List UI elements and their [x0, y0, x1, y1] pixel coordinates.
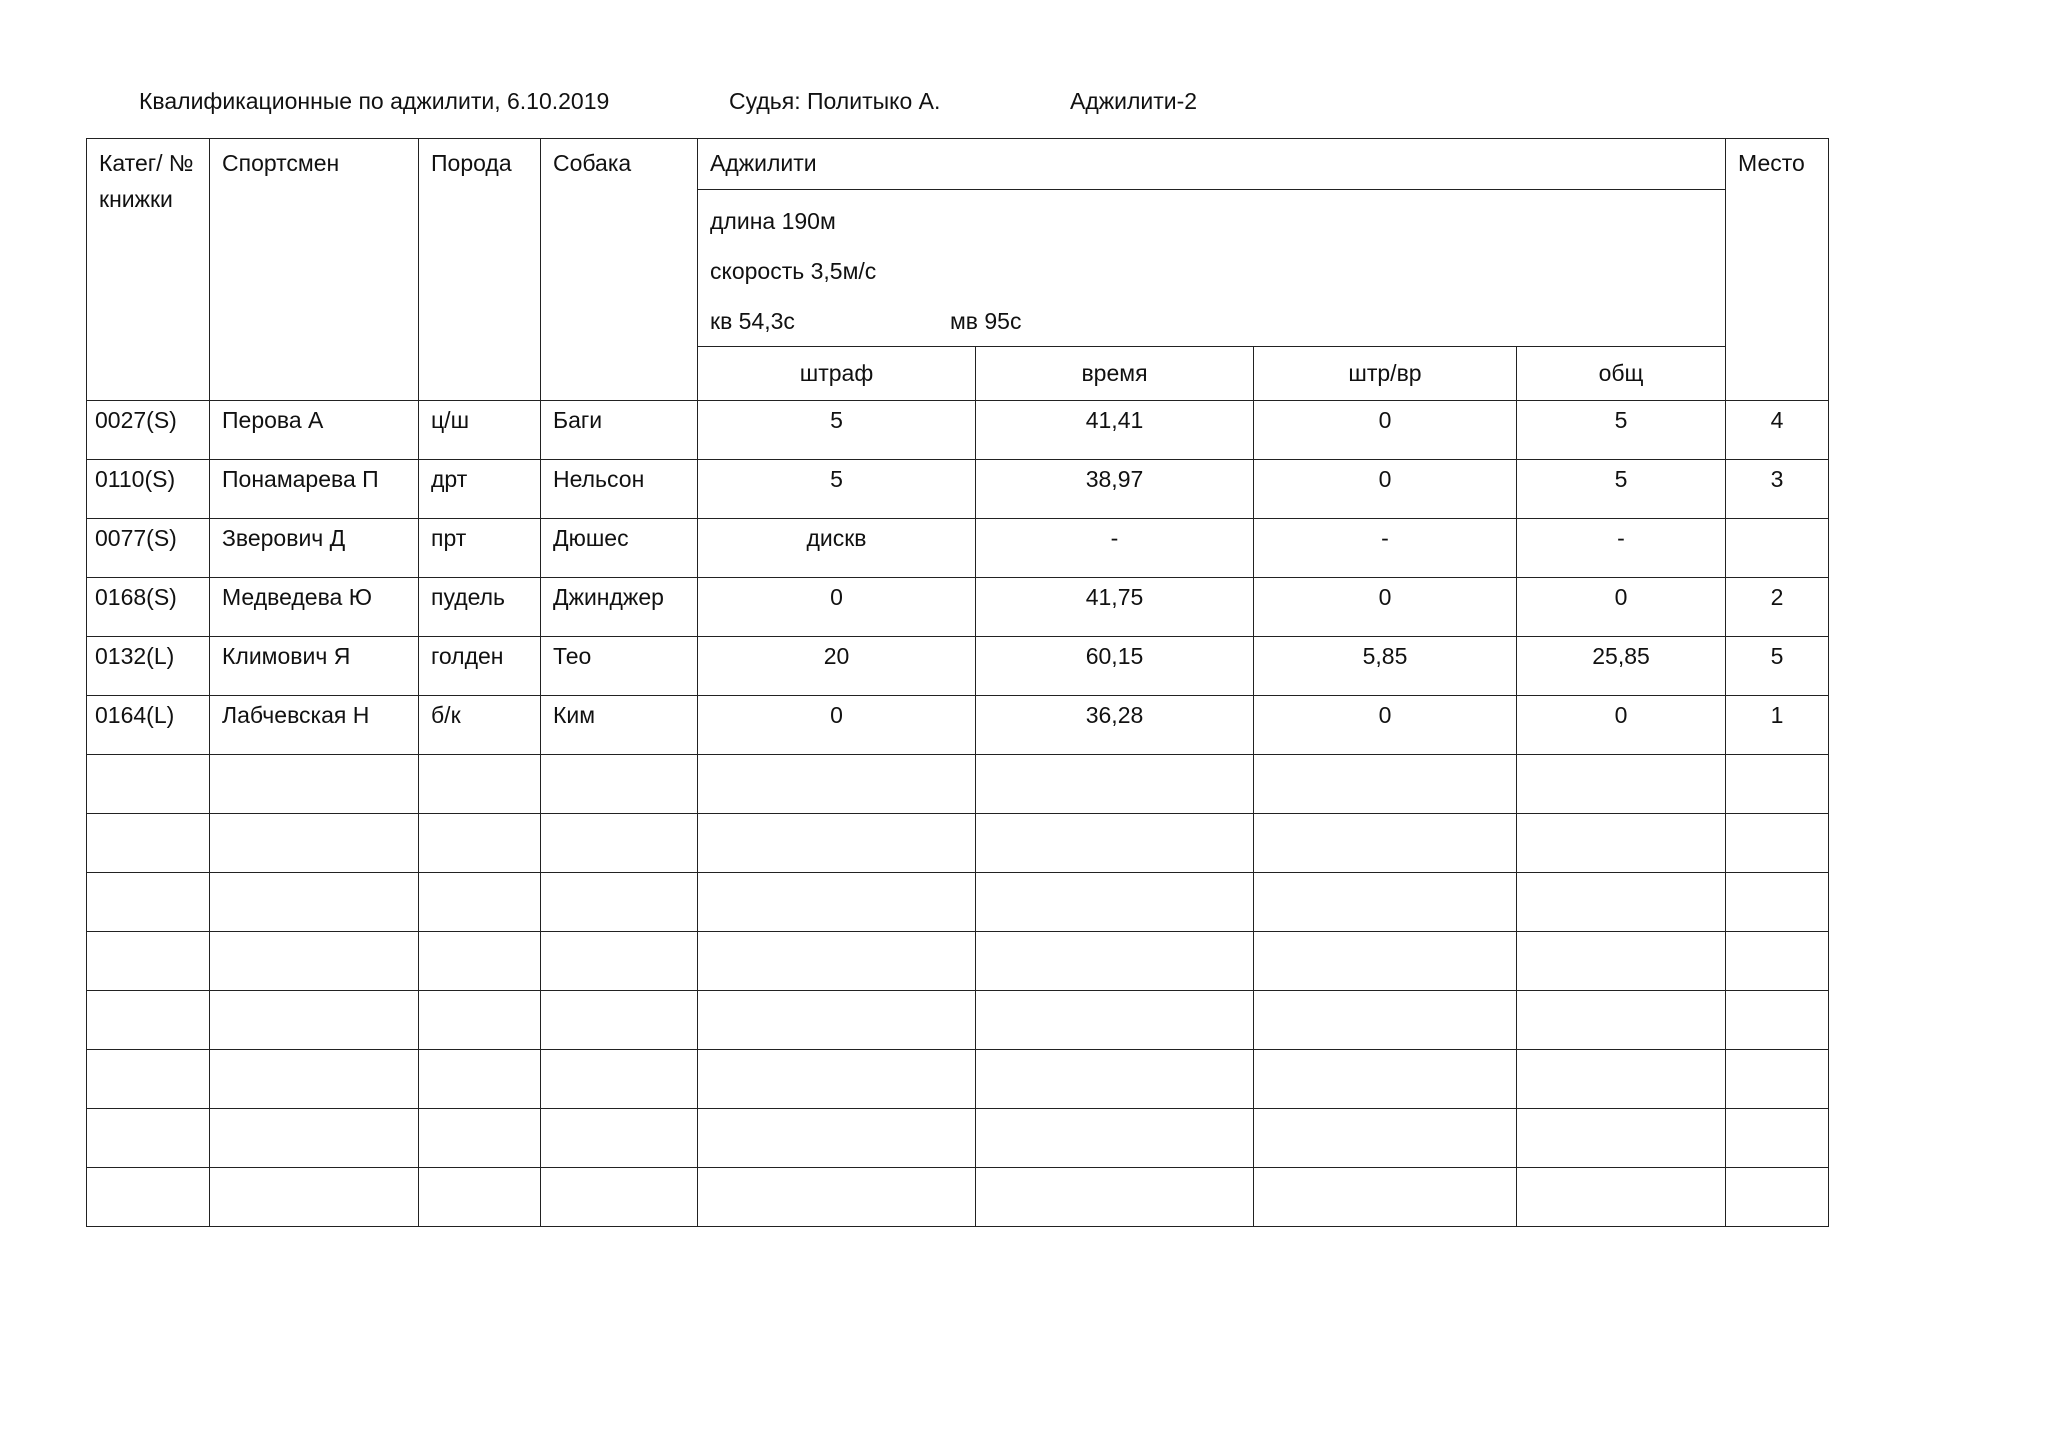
cell-penalty [698, 991, 976, 1050]
col-header-agility: Аджилити [698, 139, 1726, 190]
cell-athlete: Медведева Ю [210, 578, 419, 637]
cell-penalty: 20 [698, 637, 976, 696]
course-speed: скорость 3,5м/с [710, 258, 877, 284]
cell-category [87, 991, 210, 1050]
cell-athlete [210, 1050, 419, 1109]
cell-time [976, 991, 1254, 1050]
cell-breed [419, 1050, 541, 1109]
cell-athlete [210, 814, 419, 873]
cell-category [87, 1109, 210, 1168]
subheader-total: общ [1517, 347, 1726, 401]
cell-place [1726, 873, 1829, 932]
cell-time-penalty [1254, 755, 1517, 814]
cell-total: 0 [1517, 578, 1726, 637]
class-label: Аджилити-2 [1070, 88, 1198, 114]
cell-athlete [210, 873, 419, 932]
cell-category: 0164(L) [87, 696, 210, 755]
cell-penalty [698, 1050, 976, 1109]
cell-breed: голден [419, 637, 541, 696]
cell-category [87, 873, 210, 932]
cell-place: 1 [1726, 696, 1829, 755]
cell-dog: Баги [541, 401, 698, 460]
cell-time [976, 1168, 1254, 1227]
cell-category: 0132(L) [87, 637, 210, 696]
cell-breed [419, 991, 541, 1050]
cell-dog: Тео [541, 637, 698, 696]
table-row [87, 519, 1829, 578]
table-row [87, 1109, 1829, 1168]
results-table [86, 138, 1829, 1227]
cell-athlete: Климович Я [210, 637, 419, 696]
cell-time: 38,97 [976, 460, 1254, 519]
cell-dog: Ким [541, 696, 698, 755]
cell-penalty: 5 [698, 460, 976, 519]
cell-category: 0027(S) [87, 401, 210, 460]
cell-total: 5 [1517, 460, 1726, 519]
cell-athlete: Понамарева П [210, 460, 419, 519]
cell-dog [541, 1050, 698, 1109]
cell-total: - [1517, 519, 1726, 578]
table-row [87, 460, 1829, 519]
cell-athlete [210, 1109, 419, 1168]
cell-total [1517, 1109, 1726, 1168]
table-row [87, 932, 1829, 991]
cell-place [1726, 932, 1829, 991]
cell-category [87, 755, 210, 814]
cell-total [1517, 814, 1726, 873]
cell-penalty: 5 [698, 401, 976, 460]
cell-time-penalty: 0 [1254, 460, 1517, 519]
cell-penalty [698, 932, 976, 991]
cell-time: 41,41 [976, 401, 1254, 460]
table-row [87, 814, 1829, 873]
cell-category [87, 1168, 210, 1227]
cell-place: 3 [1726, 460, 1829, 519]
table-row [87, 696, 1829, 755]
cell-penalty: дискв [698, 519, 976, 578]
cell-time-penalty [1254, 932, 1517, 991]
cell-penalty [698, 1168, 976, 1227]
table-row [87, 755, 1829, 814]
cell-athlete [210, 932, 419, 991]
cell-dog [541, 1168, 698, 1227]
cell-breed: б/к [419, 696, 541, 755]
cell-breed [419, 873, 541, 932]
cell-breed [419, 1168, 541, 1227]
cell-total [1517, 755, 1726, 814]
cell-category [87, 1050, 210, 1109]
cell-athlete [210, 991, 419, 1050]
cell-category [87, 814, 210, 873]
cell-dog [541, 814, 698, 873]
cell-place [1726, 1109, 1829, 1168]
cell-athlete [210, 755, 419, 814]
cell-time-penalty [1254, 1050, 1517, 1109]
cell-athlete [210, 1168, 419, 1227]
cell-total [1517, 932, 1726, 991]
col-header-breed: Порода [419, 139, 541, 401]
cell-time-penalty: - [1254, 519, 1517, 578]
cell-athlete: Перова А [210, 401, 419, 460]
cell-total [1517, 873, 1726, 932]
cell-breed [419, 814, 541, 873]
cell-time-penalty: 0 [1254, 578, 1517, 637]
cell-place [1726, 991, 1829, 1050]
cell-total: 0 [1517, 696, 1726, 755]
course-length: длина 190м [710, 208, 836, 234]
table-row [87, 578, 1829, 637]
cell-penalty: 0 [698, 696, 976, 755]
cell-dog: Джинджер [541, 578, 698, 637]
col-header-dog: Собака [541, 139, 698, 401]
cell-place: 2 [1726, 578, 1829, 637]
cell-dog [541, 1109, 698, 1168]
page-title: Квалификационные по аджилити, 6.10.2019 [139, 88, 610, 114]
cell-place [1726, 755, 1829, 814]
cell-breed: пудель [419, 578, 541, 637]
cell-breed: дрт [419, 460, 541, 519]
cell-breed [419, 1109, 541, 1168]
table-row [87, 637, 1829, 696]
course-mv: мв 95с [949, 308, 1022, 334]
cell-category [87, 932, 210, 991]
cell-dog: Нельсон [541, 460, 698, 519]
cell-place [1726, 519, 1829, 578]
cell-time-penalty: 0 [1254, 696, 1517, 755]
table-row [87, 1168, 1829, 1227]
cell-dog: Дюшес [541, 519, 698, 578]
cell-time: - [976, 519, 1254, 578]
cell-time [976, 755, 1254, 814]
cell-dog [541, 991, 698, 1050]
col-header-place: Место [1726, 139, 1829, 401]
cell-total [1517, 991, 1726, 1050]
cell-penalty [698, 755, 976, 814]
course-params [698, 190, 1726, 347]
cell-penalty [698, 873, 976, 932]
table-row [87, 991, 1829, 1050]
cell-total [1517, 1050, 1726, 1109]
cell-dog [541, 755, 698, 814]
cell-time: 36,28 [976, 696, 1254, 755]
cell-time [976, 1050, 1254, 1109]
cell-dog [541, 873, 698, 932]
table-row [87, 1050, 1829, 1109]
cell-total [1517, 1168, 1726, 1227]
cell-penalty [698, 814, 976, 873]
cell-place [1726, 1050, 1829, 1109]
course-kv: кв 54,3с [710, 308, 795, 334]
cell-time-penalty: 0 [1254, 401, 1517, 460]
cell-breed [419, 755, 541, 814]
cell-athlete: Зверович Д [210, 519, 419, 578]
cell-category: 0077(S) [87, 519, 210, 578]
cell-place: 4 [1726, 401, 1829, 460]
cell-time-penalty: 5,85 [1254, 637, 1517, 696]
cell-time [976, 873, 1254, 932]
subheader-time: время [976, 347, 1254, 401]
cell-time: 60,15 [976, 637, 1254, 696]
subheader-time-penalty: штр/вр [1254, 347, 1517, 401]
cell-athlete: Лабчевская Н [210, 696, 419, 755]
cell-place: 5 [1726, 637, 1829, 696]
col-header-athlete: Спортсмен [210, 139, 419, 401]
cell-time-penalty [1254, 1168, 1517, 1227]
cell-breed: ц/ш [419, 401, 541, 460]
cell-time-penalty [1254, 873, 1517, 932]
cell-time-penalty [1254, 814, 1517, 873]
cell-penalty: 0 [698, 578, 976, 637]
cell-place [1726, 814, 1829, 873]
cell-breed [419, 932, 541, 991]
cell-category: 0168(S) [87, 578, 210, 637]
table-row [87, 401, 1829, 460]
cell-time: 41,75 [976, 578, 1254, 637]
cell-time-penalty [1254, 1109, 1517, 1168]
cell-penalty [698, 1109, 976, 1168]
cell-time [976, 932, 1254, 991]
table-row [87, 873, 1829, 932]
judge-label: Судья: Политыко А. [729, 88, 941, 114]
col-header-category: Катег/ № книжки [87, 139, 210, 401]
cell-total: 5 [1517, 401, 1726, 460]
cell-total: 25,85 [1517, 637, 1726, 696]
cell-category: 0110(S) [87, 460, 210, 519]
cell-time [976, 1109, 1254, 1168]
cell-time-penalty [1254, 991, 1517, 1050]
cell-dog [541, 932, 698, 991]
cell-time [976, 814, 1254, 873]
cell-breed: прт [419, 519, 541, 578]
subheader-penalty: штраф [698, 347, 976, 401]
cell-place [1726, 1168, 1829, 1227]
